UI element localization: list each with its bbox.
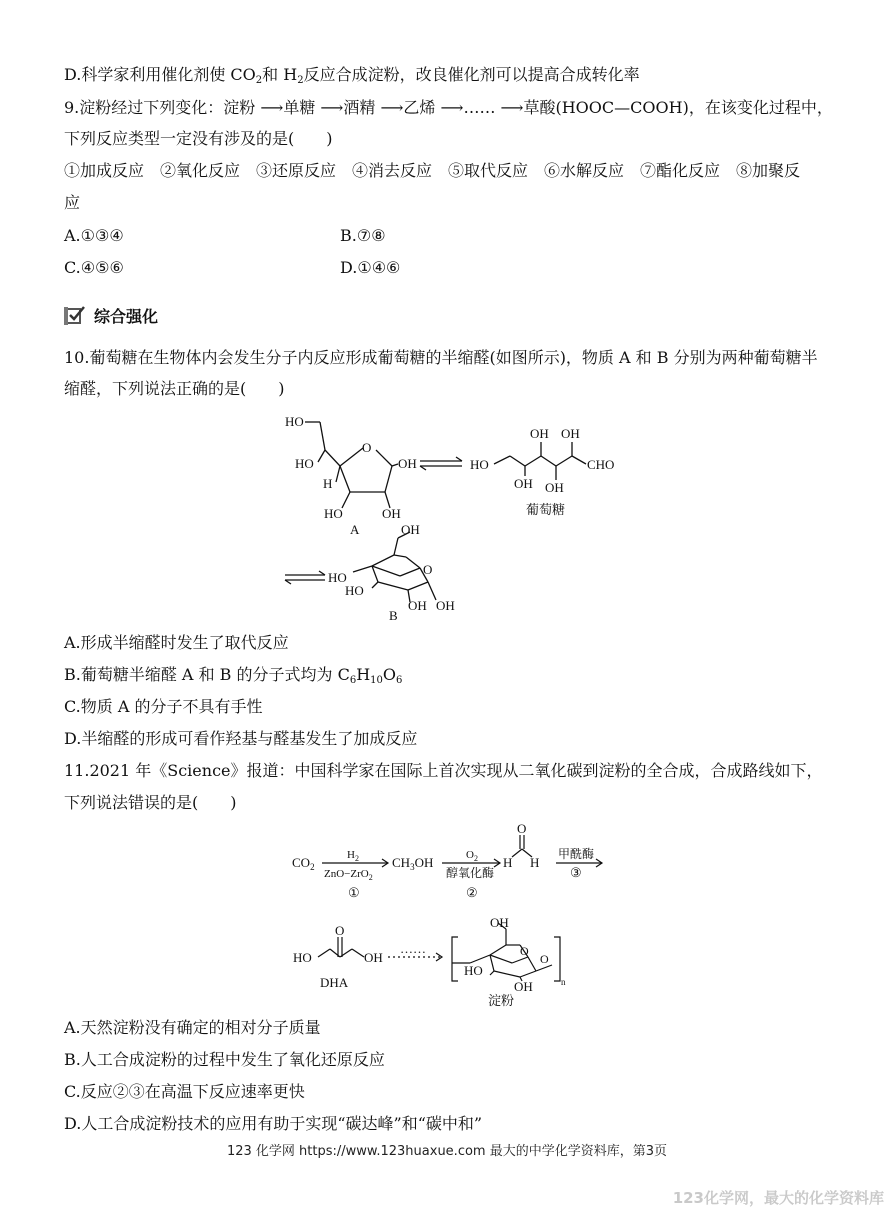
q9-stem: 9.淀粉经过下列变化：淀粉 ⟶单糖 ⟶酒精 ⟶乙烯 ⟶…… ⟶草酸(HOOC—COOH)，在该变化过程中， (64, 98, 833, 117)
label-oh: OH (398, 456, 417, 471)
q9-option-c: C.④⑤⑥ (64, 258, 124, 277)
q10-option-a: A.形成半缩醛时发生了取代反应 (64, 633, 289, 652)
label-ho: HO (470, 457, 489, 472)
label-step-3: ③ (570, 865, 582, 880)
q11-option-d: D.人工合成淀粉技术的应用有助于实现“碳达峰”和“碳中和” (64, 1114, 483, 1133)
q10-option-d: D.半缩醛的形成可看作羟基与醛基发生了加成反应 (64, 729, 418, 748)
label-o2: $O_2$ (466, 849, 478, 863)
label-o: O (335, 923, 345, 938)
q9-reaction-types-cont: 应 (64, 193, 81, 212)
label-ho: HO (328, 570, 347, 585)
label-h: H (503, 855, 513, 870)
label-ho: HO (295, 456, 314, 471)
label-h: H (323, 476, 333, 491)
label-ho: HO (345, 583, 364, 598)
q10-option-c: C.物质 A 的分子不具有手性 (64, 697, 263, 716)
q10-option-b: B.葡萄糖半缩醛 A 和 B 的分子式均为 $C_6H_{10}O_6$ (64, 665, 403, 686)
label-ho: HO (285, 414, 304, 429)
label-b: B (389, 608, 398, 623)
label-ho: HO (464, 963, 483, 978)
check-square-icon (64, 305, 86, 325)
q10-stem: 10.葡萄糖在生物体内会发生分子内反应形成葡萄糖的半缩醛(如图所示)，物质 A 和 B 分别为两种葡萄糖半 (64, 348, 818, 367)
label-enzyme-3: 甲酰酶 (558, 847, 595, 861)
q11-stem-line2: 下列说法错误的是( ) (64, 793, 237, 812)
label-enzyme-2: 醇氧化酶 (446, 866, 495, 880)
label-o: O (540, 952, 549, 966)
q10-stem-line2: 缩醛，下列说法正确的是( ) (64, 379, 285, 398)
label-ho: HO (324, 506, 343, 521)
q11-stem: 11.2021 年《Science》报道：中国科学家在国际上首次实现从二氧化碳到淀粉的全合成，合成路线如下， (64, 761, 823, 780)
label-h2: $H_2$ (347, 849, 359, 863)
arrow-icon: ⟶ (260, 98, 284, 117)
label-oh: OH (514, 476, 533, 491)
label-oh: OH (490, 915, 509, 930)
label-oh: OH (514, 979, 533, 994)
label-dots: …… (400, 941, 426, 956)
q11-figure (0, 815, 894, 1015)
label-o: O (517, 821, 527, 836)
label-starch: 淀粉 (488, 993, 515, 1008)
label-oh: OH (364, 950, 383, 965)
label-step-2: ② (466, 885, 478, 900)
label-ho: HO (293, 950, 312, 965)
label-step-1: ① (348, 885, 360, 900)
label-co2: $CO_2$ (292, 855, 315, 872)
label-n: n (561, 977, 566, 987)
page-footer: 123 化学网 https://www.123huaxue.com 最大的中学化学资料库，第3页 (226, 1144, 667, 1159)
arrow-icon: ⟶ (320, 98, 344, 117)
label-o: O (362, 440, 372, 455)
label-oh: OH (545, 480, 564, 495)
q9-option-d: D.①④⑥ (340, 258, 401, 277)
label-oh: OH (401, 522, 420, 537)
label-a: A (350, 522, 360, 537)
label-oh: OH (561, 426, 580, 441)
label-oh: OH (408, 598, 427, 613)
label-dha: DHA (320, 975, 349, 990)
q8-option-d: D.科学家利用催化剂使 $CO_2$和 $H_2$反应合成淀粉，改良催化剂可以提高合成转化率 (64, 65, 640, 86)
label-o: O (423, 562, 433, 577)
label-o: O (520, 944, 529, 958)
q9-stem-line2: 下列反应类型一定没有涉及的是( ) (64, 129, 333, 148)
label-h: H (530, 855, 540, 870)
arrow-icon: ⟶ (440, 98, 464, 117)
q9-option-b: B.⑦⑧ (340, 226, 386, 245)
label-ch3oh: $CH_3OH$ (392, 855, 434, 872)
watermark: 123化学网，最大的化学资料库 (672, 1189, 884, 1207)
label-catalyst: ZnO−ZrO$_2$ (324, 868, 373, 882)
q9-option-a: A.①③④ (64, 226, 124, 245)
q11-option-a: A.天然淀粉没有确定的相对分子质量 (64, 1018, 321, 1037)
arrow-icon: ⟶ (500, 98, 524, 117)
q11-option-b: B.人工合成淀粉的过程中发生了氧化还原反应 (64, 1050, 385, 1069)
section-title: 综合强化 (94, 306, 159, 326)
section-header (64, 303, 158, 327)
q11-option-c: C.反应②③在高温下反应速率更快 (64, 1082, 305, 1101)
label-oh: OH (530, 426, 549, 441)
label-oh: OH (436, 598, 455, 613)
label-cho: CHO (587, 457, 615, 472)
q9-reaction-types: ①加成反应 ②氧化反应 ③还原反应 ④消去反应 ⑤取代反应 ⑥水解反应 ⑦酯化反应 ⑧加聚反 (64, 161, 801, 180)
q10-figure (0, 400, 894, 625)
arrow-icon: ⟶ (380, 98, 404, 117)
label-oh: OH (382, 506, 401, 521)
label-glucose: 葡萄糖 (526, 502, 566, 517)
